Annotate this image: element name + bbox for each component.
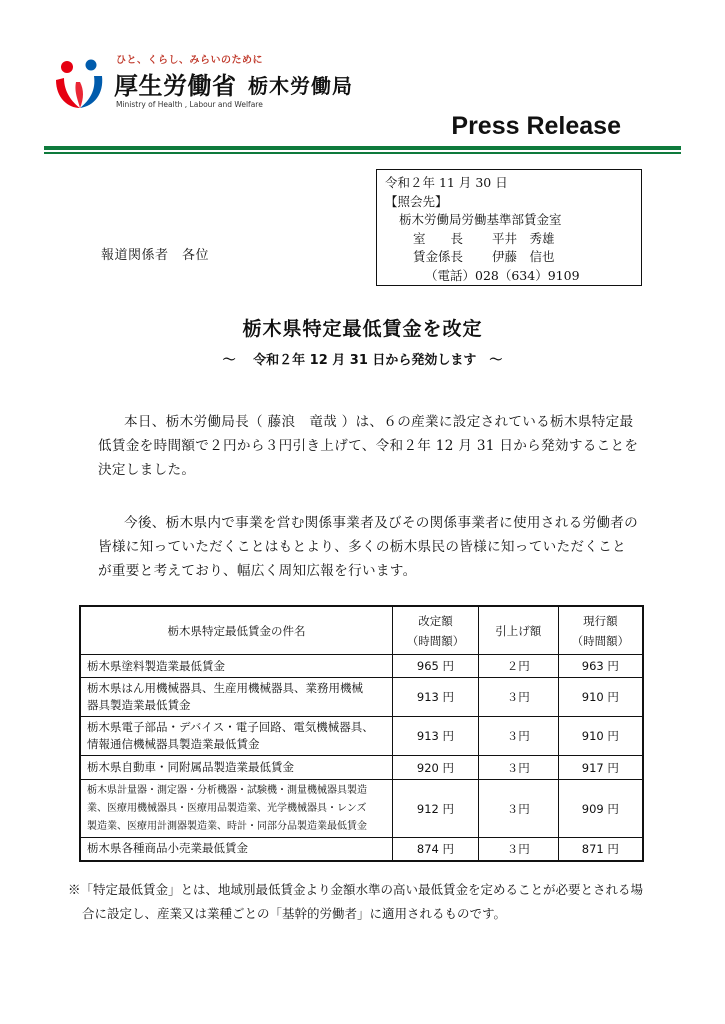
contact-box [376,169,642,286]
header-revised-label: 改定額 [418,613,453,628]
body-line: 低賃金を時間額で２円から３円引き上げて、令和２年 12 月 31 日から発効することを [98,438,639,454]
contact-staff: 賃金係長 伊藤 信也 [413,249,555,264]
revised-amount: 920 円 [393,756,479,780]
current-amount: 963 円 [558,655,643,678]
release-date: 令和２年 11 月 30 日 [385,175,508,190]
current-amount: 917 円 [558,756,643,780]
body-line: が重要と考えており、幅広く周知広報を行います。 [98,563,417,579]
wage-name: 栃木県自動車・同附属品製造業最低賃金 [80,756,393,780]
header-revised-unit: （時間額） [406,633,465,648]
header-increase: 引上げ額 [478,606,558,655]
table-row [80,838,643,861]
header-current-unit: （時間額） [571,633,630,648]
header-current [558,606,643,655]
table-header-row [80,606,643,655]
header-revised [393,606,479,655]
body-paragraph-1 [98,410,666,482]
revised-amount: 912 円 [393,780,479,838]
revised-amount: 874 円 [393,838,479,861]
increase-amount: ３円 [478,756,558,780]
bureau-name: 栃木労働局 [248,74,353,98]
contact-label: 【照会先】 [385,193,448,209]
current-amount: 910 円 [558,717,643,756]
header-rule-thin [44,152,681,154]
increase-amount: ３円 [478,678,558,717]
current-amount: 909 円 [558,780,643,838]
revised-amount: 913 円 [393,678,479,717]
increase-amount: ３円 [478,838,558,861]
header-name: 栃木県特定最低賃金の件名 [80,606,393,655]
page-subtitle: ～ 令和２年 12 月 31 日から発効します ～ [222,353,503,368]
header-current-label: 現行額 [583,613,618,628]
ministry-logo-icon [50,54,108,112]
minimum-wage-table [79,605,644,862]
table-row [80,717,643,756]
wage-name: 栃木県計量器・測定器・分析機器・試験機・測量機械器具製造 業、医療用機械器具・医療用品製造業、光学機械器具・レンズ 製造業、医療用計測器製造業、時計・同部分品製造業最低賃金 [80,780,393,838]
footnote-line: ※「特定最低賃金」とは、地域別最低賃金より金額水準の高い最低賃金を定めることが必要とされる場 [68,882,644,897]
wage-name: 栃木県はん用機械器具、生産用機械器具、業務用機械 器具製造業最低賃金 [80,678,393,717]
current-amount: 871 円 [558,838,643,861]
contact-phone: （電話）028（634）9109 [425,267,580,283]
wage-name: 栃木県塗料製造業最低賃金 [80,655,393,678]
increase-amount: ３円 [478,780,558,838]
logo-tagline: ひと、くらし、みらいのために [116,55,263,66]
revised-amount: 965 円 [393,655,479,678]
addressee: 報道関係者 各位 [101,248,210,263]
current-amount: 910 円 [558,678,643,717]
body-line: 今後、栃木県内で事業を営む関係事業者及びその関係事業者に使用される労働者の [124,515,639,531]
ministry-name: 厚生労働省 [114,72,237,100]
press-release-heading: Press Release [451,112,621,140]
body-line: 決定しました。 [98,462,196,478]
table-row [80,678,643,717]
wage-name: 栃木県各種商品小売業最低賃金 [80,838,393,861]
increase-amount: ２円 [478,655,558,678]
page-title: 栃木県特定最低賃金を改定 [242,318,483,340]
increase-amount: ３円 [478,717,558,756]
ministry-name-en: Ministry of Health , Labour and Welfare [116,100,263,109]
footnote-line: 合に設定し、産業又は業種ごとの「基幹的労働者」に適用されるものです。 [82,906,507,921]
header-rule-thick [44,146,681,150]
table-row [80,756,643,780]
footnote [68,878,668,926]
table-row [80,655,643,678]
contact-department: 栃木労働局労働基準部賃金室 [399,212,562,227]
table-row [80,780,643,838]
body-line: 本日、栃木労働局長（ 藤浪 竜哉 ）は、６の産業に設定されている栃木県特定最 [124,414,634,430]
body-line: 皆様に知っていただくことはもとより、多くの栃木県民の皆様に知っていただくこと [98,539,626,555]
wage-name: 栃木県電子部品・デバイス・電子回路、電気機械器具、 情報通信機械器具製造業最低賃金 [80,717,393,756]
revised-amount: 913 円 [393,717,479,756]
body-paragraph-2 [98,511,666,583]
contact-chief: 室 長 平井 秀雄 [413,230,555,246]
